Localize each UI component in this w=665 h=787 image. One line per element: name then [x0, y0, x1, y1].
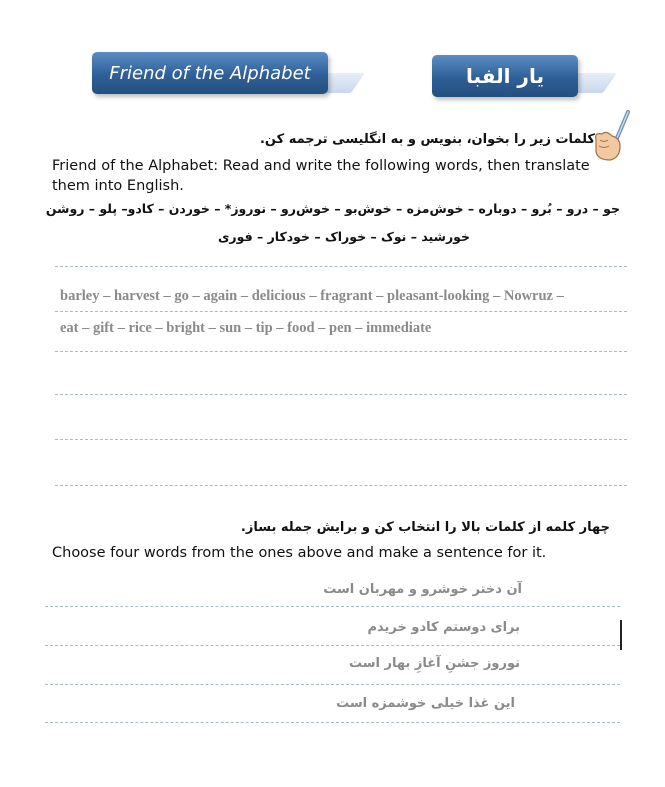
sentence-1: آن دختر خوشرو و مهربان است [323, 582, 522, 597]
writing-line [55, 394, 627, 395]
sentence-2: برای دوستم کادو خریدم [367, 620, 520, 635]
sentence-3: نوروز جشنِ آغازِ بهار است [348, 656, 520, 671]
writing-line [55, 351, 627, 352]
page-title-fa: یار الفبا [466, 64, 544, 88]
page-title-en: Friend of the Alphabet [109, 62, 311, 84]
sentence-line [45, 722, 620, 723]
title-banner-en [92, 52, 328, 94]
title-banner-fa [432, 55, 578, 97]
translation-answer-line2: eat – gift – rice – bright – sun – tip – food – pen – immediate [60, 320, 432, 336]
instruction-en: Friend of the Alphabet: Read and write the following words, then translate them into English. [52, 158, 590, 194]
word-list-fa-line2: خورشید – نوک – خوراک – خودکار – فوری [217, 229, 470, 244]
text-cursor [620, 620, 622, 650]
exercise2-instruction-fa: چهار کلمه از کلمات بالا را انتخاب کن و برایش جمله بساز. [240, 520, 610, 535]
instruction-fa: کلمات زیر را بخوان، بنویس و به انگلیسی ترجمه کن. [259, 132, 595, 147]
sentence-4: این غذا خیلی خوشمزه است [336, 696, 515, 711]
writing-line [55, 311, 627, 312]
exercise2-instruction-en: Choose four words from the ones above and make a sentence for it. [52, 545, 547, 561]
translation-answer-line1: barley – harvest – go – again – delicious – fragrant – pleasant-looking – Nowruz – [60, 288, 564, 304]
sentence-line [45, 684, 620, 685]
word-list-fa-line1: جو – درو – بُرو – دوباره – خوش‌مزه – خوش‌بو – خوش‌رو – نوروز* – خوردن – کادو– پلو – روشن [45, 201, 620, 216]
sentence-line [45, 606, 620, 607]
writing-line [55, 266, 627, 267]
sentence-line [45, 645, 620, 646]
writing-line [55, 485, 627, 486]
writing-line [55, 439, 627, 440]
